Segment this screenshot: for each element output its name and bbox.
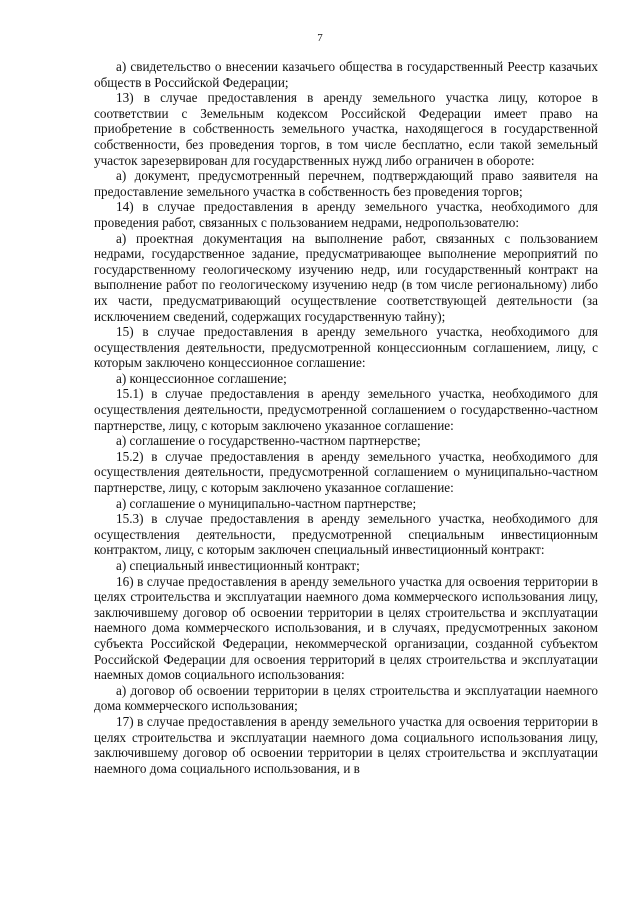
page-number: 7 — [317, 32, 323, 44]
paragraph-15-3-a: а) специальный инвестиционный контракт; — [116, 558, 360, 573]
paragraph-a-certificate: а) свидетельство о внесении казачьего общества в государственный Реестр казачьих обществ в Российской Федерации; — [94, 59, 598, 90]
paragraph-15-1: 15.1) в случае предоставления в аренду земельного участка, необходимого для осуществления деятельности, предусмотренной соглашением о государственно-частном партнерстве, лицу, с которым заключено указанное соглашение: — [94, 386, 598, 433]
paragraph-13: 13) в случае предоставления в аренду земельного участка лицу, которое в соответствии с Земельным кодексом Российской Федерации имеет право на приобретение в собственность земельного участка, находящегося в государственной собственности, без проведения торгов, в том числе бесплатно, если такой земельный участок зарезервирован для государственных нужд либо ограничен в обороте: — [94, 90, 598, 168]
paragraph-17: 17) в случае предоставления в аренду земельного участка для освоения территории в целях строительства и эксплуатации наемного дома социального использования лицу, заключившему договор об освоении территории в целях строительства и эксплуатации наемного дома социального использования, и в — [94, 713, 598, 776]
paragraph-13-a: а) документ, предусмотренный перечнем, подтверждающий право заявителя на предоставление земельного участка в собственность без проведения торгов; — [94, 168, 598, 199]
paragraph-15-2: 15.2) в случае предоставления в аренду земельного участка, необходимого для осуществления деятельности, предусмотренной соглашением о муниципально-частном партнерстве, лицу, с которым заключено указанное соглашение: — [94, 448, 598, 496]
paragraph-15: 15) в случае предоставления в аренду земельного участка, необходимого для осуществления деятельности, предусмотренной концессионным соглашением, лицу, с которым заключено концессионное соглашение: — [94, 324, 598, 371]
paragraph-16-a: а) договор об освоении территории в целях строительства и эксплуатации наемного дома коммерческого использования; — [94, 682, 598, 714]
paragraph-15-2-a: а) соглашение о муниципально-частном партнерстве; — [116, 495, 417, 511]
document-body — [94, 59, 598, 776]
paragraph-15-a: а) концессионное соглашение; — [116, 370, 287, 386]
paragraph-15-1-a: а) соглашение о государственно-частном партнерстве; — [116, 433, 421, 449]
paragraph-14: 14) в случае предоставления в аренду земельного участка, необходимого для проведения работ, связанных с пользованием недрами, недропользователю: — [94, 199, 598, 230]
paragraph-16: 16) в случае предоставления в аренду земельного участка для освоения территории в целях строительства и эксплуатации наемного дома коммерческого использования лицу, заключившему договор об освоении территории в целях строительства и эксплуатации наемного дома коммерческого использования, и в случаях, предусмотренных законом субъекта Российской Федерации, некоммерческой организации, созданной субъектом Российской Федерации для освоения территорий в целях строительства и эксплуатации наемных домов социального использования: — [94, 573, 598, 683]
paragraph-14-a: а) проектная документация на выполнение работ, связанных с пользованием недрами, государственное задание, предусматривающее выполнение мероприятий по государственному геологическому изучению недр, или государственный контракт на выполнение работ по геологическому изучению недр (в том числе региональному) либо их части, предусматривающий осуществление соответствующей деятельности (за исключением сведений, содержащих государственную тайну); — [94, 230, 598, 324]
paragraph-15-3: 15.3) в случае предоставления в аренду земельного участка, необходимого для осуществления деятельности, предусмотренной специальным инвестиционным контрактом, лицу, с которым заключен специальный инвестиционный контракт: — [94, 511, 598, 558]
